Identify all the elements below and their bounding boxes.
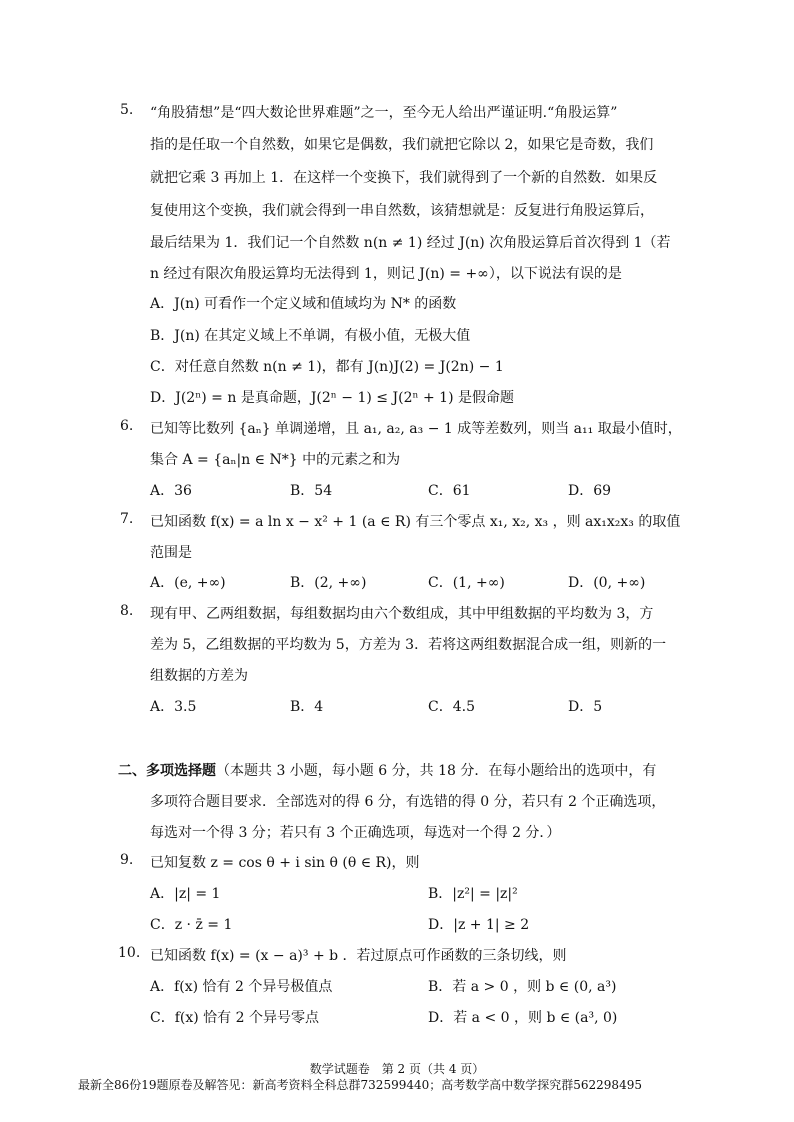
q8-option-d: D．5	[568, 699, 603, 715]
q10-number: 10.	[118, 945, 141, 961]
q5-option-c: C．对任意自然数 n(n ≠ 1)，都有 J(n)J(2) = J(2n) − 1	[150, 359, 504, 375]
q8-line-2: 差为 5，乙组数据的平均数为 5，方差为 3．若将这两组数据混合成一组，则新的一	[150, 637, 667, 653]
section2-line-3: 每选对一个得 3 分；若只有 3 个正确选项，每选对一个得 2 分．）	[150, 825, 561, 841]
q5-line-4: 复使用这个变换，我们就会得到一串自然数，该猜想就是：反复进行角股运算后，	[150, 203, 654, 219]
q9-option-c: C．z · z̄ = 1	[150, 917, 233, 933]
q7-option-c: C．(1, +∞)	[428, 575, 505, 591]
q9-number: 9.	[120, 852, 134, 868]
q9-option-a: A．|z| = 1	[150, 886, 221, 902]
footer-ad-text: 最新全86份19题原卷及解答见：新高考资料全科总群732599440；高考数学高中数学探究群562298495	[78, 1078, 642, 1092]
q9-option-b: B．|z²| = |z|²	[428, 886, 518, 902]
q7-option-a: A．(e, +∞)	[150, 575, 226, 591]
page-footer-label: 数学试题卷 第 2 页（共 4 页）	[309, 1062, 485, 1076]
q6-option-c: C．61	[428, 483, 471, 499]
section2-line-2: 多项符合题目要求．全部选对的得 6 分，有选错的得 0 分，若只有 2 个正确选项，	[150, 794, 666, 810]
q10-option-a: A．f(x) 恰有 2 个异号极值点	[150, 979, 333, 995]
q5-line-3: 就把它乘 3 再加上 1．在这样一个变换下，我们就得到了一个新的自然数．如果反	[150, 170, 658, 186]
q6-option-a: A．36	[150, 483, 192, 499]
q6-line-1: 已知等比数列 {aₙ} 单调递增，且 a₁, a₂, a₃ − 1 成等差数列，则当 a₁₁ 取最小值时，	[150, 421, 682, 437]
q5-option-a: A．J(n) 可看作一个定义域和值域均为 N* 的函数	[150, 296, 457, 312]
q8-line-1: 现有甲、乙两组数据，每组数据均由六个数组成，其中甲组数据的平均数为 3，方	[150, 606, 654, 622]
q6-option-d: D．69	[568, 483, 612, 499]
q10-option-d: D．若 a < 0 ，则 b ∈ (a³, 0)	[428, 1010, 618, 1026]
q5-line-5: 最后结果为 1．我们记一个自然数 n(n ≠ 1) 经过 J(n) 次角股运算后首次得到 1（若	[150, 235, 671, 251]
q5-line-6: n 经过有限次角股运算均无法得到 1，则记 J(n) = +∞），以下说法有误的是	[150, 266, 622, 282]
q5-option-d: D．J(2ⁿ) = n 是真命题，J(2ⁿ − 1) ≤ J(2ⁿ + 1) 是假命题	[150, 390, 514, 406]
q10-option-b: B．若 a > 0 ，则 b ∈ (0, a³)	[428, 979, 617, 995]
q8-number: 8.	[120, 603, 134, 619]
q9-option-d: D．|z + 1| ≥ 2	[428, 917, 530, 933]
q5-number: 5.	[120, 102, 134, 118]
q8-line-3: 组数据的方差为	[150, 668, 248, 684]
q9-line-1: 已知复数 z = cos θ + i sin θ (θ ∈ R)，则	[150, 855, 420, 871]
section2-title: 二、多项选择题	[118, 763, 216, 779]
q10-line-1: 已知函数 f(x) = (x − a)³ + b ．若过原点可作函数的三条切线，则	[150, 948, 567, 964]
q8-option-c: C．4.5	[428, 699, 475, 715]
q7-option-b: B．(2, +∞)	[290, 575, 367, 591]
q5-line-1: “角股猜想”是“四大数论世界难题”之一，至今无人给出严谨证明.“角股运算”	[150, 105, 618, 121]
q7-option-d: D．(0, +∞)	[568, 575, 646, 591]
q7-number: 7.	[120, 511, 134, 527]
q10-option-c: C．f(x) 恰有 2 个异号零点	[150, 1010, 319, 1026]
q5-option-b: B．J(n) 在其定义域上不单调，有极小值，无极大值	[150, 328, 471, 344]
q5-line-2: 指的是任取一个自然数，如果它是偶数，我们就把它除以 2，如果它是奇数，我们	[150, 137, 654, 153]
q8-option-b: B．4	[290, 699, 324, 715]
section2-header	[118, 760, 656, 780]
q6-line-2: 集合 A = {aₙ|n ∈ N*} 中的元素之和为	[150, 452, 401, 468]
q6-number: 6.	[120, 418, 134, 434]
q8-option-a: A．3.5	[150, 699, 197, 715]
q7-line-2: 范围是	[150, 545, 192, 561]
q6-option-b: B．54	[290, 483, 333, 499]
section2-line-1: （本题共 3 小题，每小题 6 分，共 18 分．在每小题给出的选项中，有	[216, 763, 657, 779]
q7-line-1: 已知函数 f(x) = a ln x − x² + 1 (a ∈ R) 有三个零点 x₁, x₂, x₃ ，则 ax₁x₂x₃ 的取值	[150, 514, 681, 530]
